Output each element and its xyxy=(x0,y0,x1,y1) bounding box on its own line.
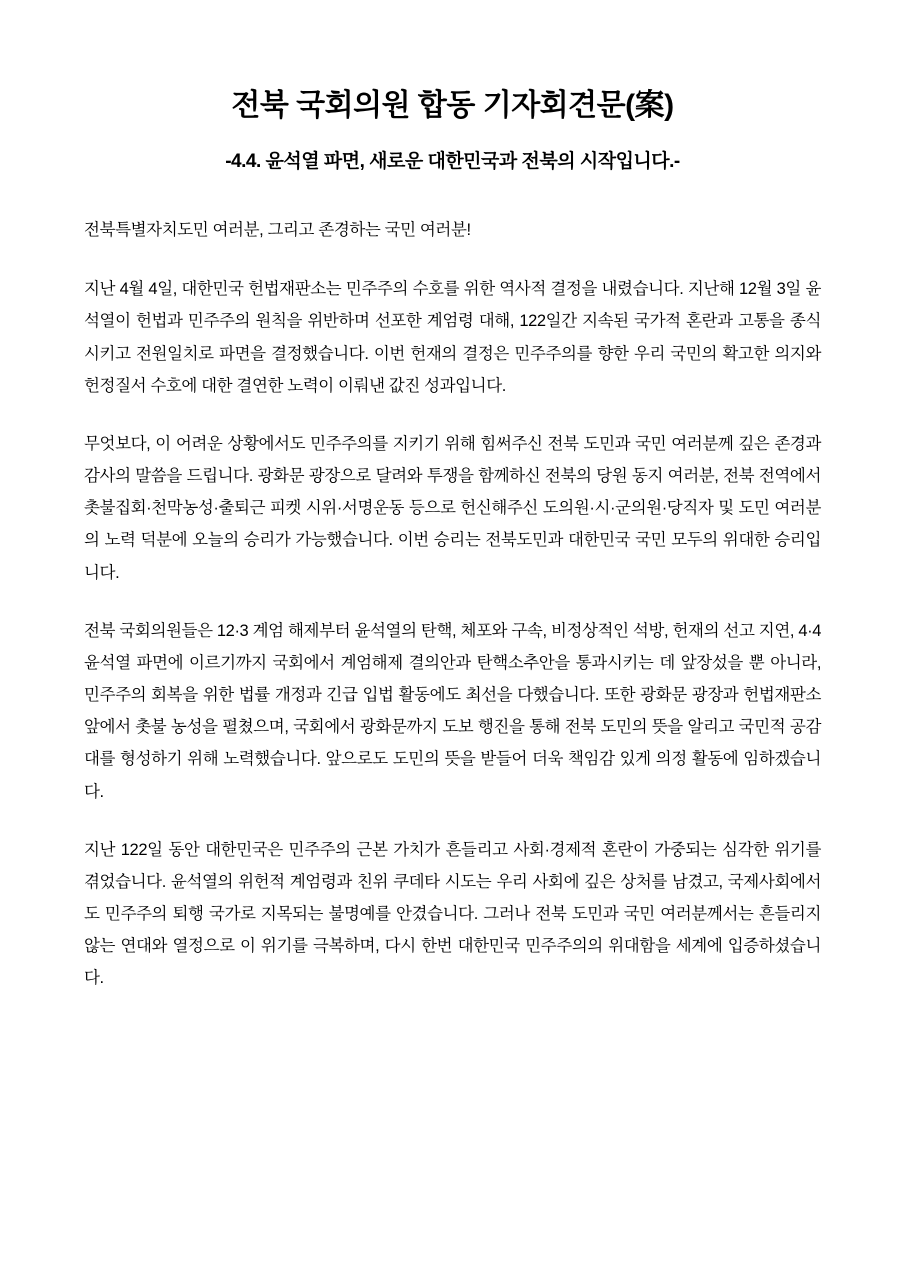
body-paragraph: 지난 122일 동안 대한민국은 민주주의 근본 가치가 흔들리고 사회·경제적 혼란이 가중되는 심각한 위기를 겪었습니다. 윤석열의 위헌적 계엄령과 친위 쿠데타 시도는 우리 사회에 깊은 상처를 남겼고, 국제사회에서도 민주주의 퇴행 국가로 지목되는 불명예를 안겼습니다. 그러나 전북 도민과 국민 여러분께서는 흔들리지 않는 연대와 열정으로 이 위기를 극복하며, 다시 한번 대한민국 민주주의의 위대함을 세계에 입증하셨습니다. xyxy=(84,840,821,988)
page-title: 전북 국회의원 합동 기자회견문(案) xyxy=(231,89,674,122)
body-paragraph: 전북 국회의원들은 12·3 계엄 해제부터 윤석열의 탄핵, 체포와 구속, 비정상적인 석방, 헌재의 선고 지연, 4·4 윤석열 파면에 이르기까지 국회에서 계엄해제 결의안과 탄핵소추안을 통과시키는 데 앞장섰을 뿐 아니라, 민주주의 회복을 위한 법률 개정과 긴급 입법 활동에도 최선을 다했습니다. 또한 광화문 광장과 헌법재판소 앞에서 촛불 농성을 펼쳤으며, 국회에서 광화문까지 도보 행진을 통해 전북 도민의 뜻을 알리고 국민적 공감대를 형성하기 위해 노력했습니다. 앞으로도 도민의 뜻을 받들어 더욱 책임감 있게 의정 활동에 임하겠습니다. xyxy=(84,621,821,801)
page-subtitle: -4.4. 윤석열 파면, 새로운 대한민국과 전북의 시작입니다.- xyxy=(225,151,680,172)
body-paragraph: 무엇보다, 이 어려운 상황에서도 민주주의를 지키기 위해 힘써주신 전북 도민과 국민 여러분께 깊은 존경과 감사의 말씀을 드립니다. 광화문 광장으로 달려와 투쟁을 함께하신 전북의 당원 동지 여러분, 전북 전역에서 촛불집회·천막농성·출퇴근 피켓 시위·서명운동 등으로 헌신해주신 도의원·시·군의원·당직자 및 도민 여러분의 노력 덕분에 오늘의 승리가 가능했습니다. 이번 승리는 전북도민과 대한민국 국민 모두의 위대한 승리입니다. xyxy=(84,434,821,582)
body-paragraph: 지난 4월 4일, 대한민국 헌법재판소는 민주주의 수호를 위한 역사적 결정을 내렸습니다. 지난해 12월 3일 윤석열이 헌법과 민주주의 원칙을 위반하며 선포한 계엄령 대해, 122일간 지속된 국가적 혼란과 고통을 종식시키고 전원일치로 파면을 결정했습니다. 이번 헌재의 결정은 민주주의를 향한 우리 국민의 확고한 의지와 헌정질서 수호에 대한 결연한 노력이 이뤄낸 값진 성과입니다. xyxy=(84,280,821,395)
salutation-line: 전북특별자치도민 여러분, 그리고 존경하는 국민 여러분! xyxy=(84,220,471,239)
